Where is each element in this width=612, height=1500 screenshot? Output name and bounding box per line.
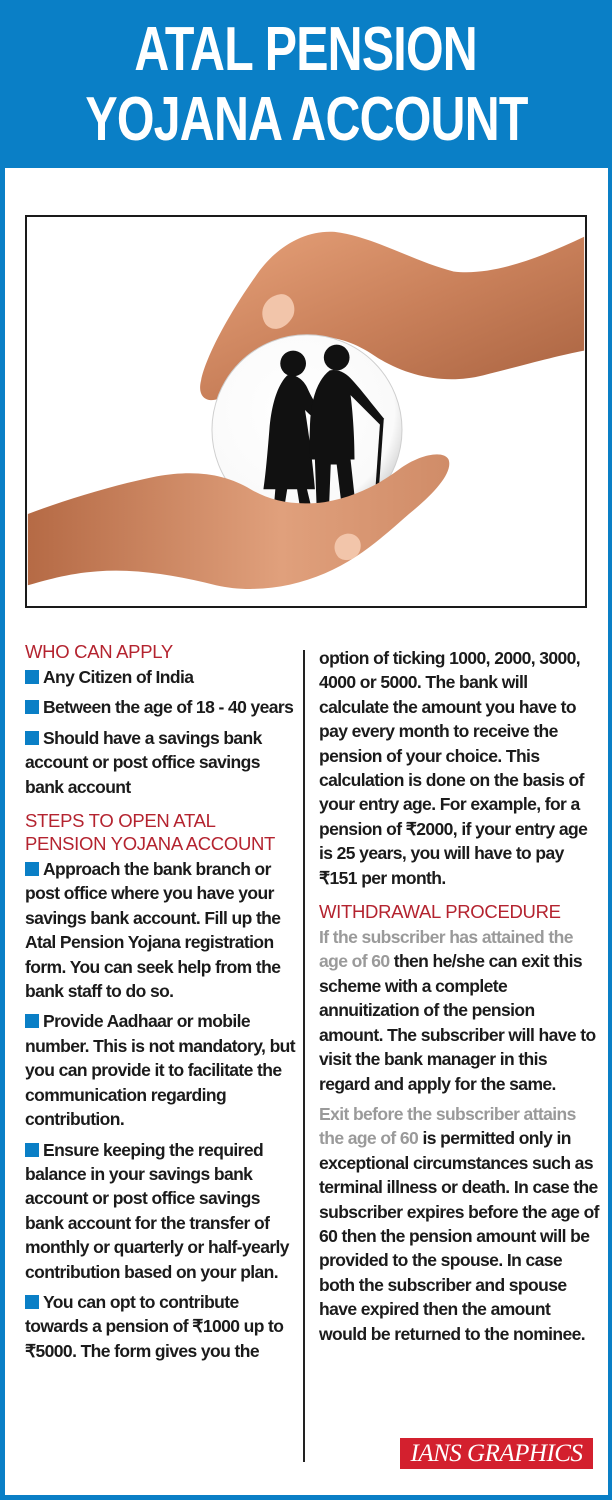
- steps-heading: STEPS TO OPEN ATAL PENSION YOJANA ACCOUNT: [25, 810, 276, 855]
- withdrawal-heading: WITHDRAWAL PROCEDURE: [319, 901, 561, 923]
- ians-graphics-credit: IANS GRAPHICS: [400, 1438, 593, 1469]
- highlight-text: If the subscriber has attained the age of 60: [319, 927, 573, 972]
- bullet-square-icon: [25, 670, 39, 684]
- bullet-square-icon: [25, 731, 39, 745]
- list-item: Any Citizen of India: [25, 665, 295, 689]
- bullet-square-icon: [25, 1143, 39, 1157]
- elderly-couple-icon: [27, 217, 585, 606]
- title-line-1: ATAL PENSION: [134, 15, 478, 84]
- who-can-apply-heading: WHO CAN APPLY: [25, 641, 173, 662]
- bullet-square-icon: [25, 1014, 39, 1028]
- bullet-square-icon: [25, 862, 39, 876]
- withdrawal-paragraph-2: Exit before the subscriber attains the age of 60 is permitted only in exceptional circumstances such as terminal illness or death. In case the subscriber expires before the age of 60 then the pension amount will be provided to the spouse. In case both the subscriber and spouse have expired then the amount would be returned to the nominee.: [319, 1103, 599, 1344]
- bullet-square-icon: [25, 1295, 39, 1309]
- list-item-continued: option of ticking 1000, 2000, 3000, 4000 or 5000. The bank will calculate the amount you have to pay every month to receive the pension of your choice. This calculation is done on the basis of your entry age. For example, for a pension of ₹2000, if your entry age is 25 years, you will have to pay ₹151 per month.: [319, 648, 588, 888]
- list-item: Approach the bank branch or post office where you have your savings bank account. Fill up the Atal Pension Yojana registration form. You can seek help from the bank staff to do so.: [25, 859, 281, 1002]
- hands-illustration: [25, 215, 587, 608]
- title-line-2: YOJANA ACCOUNT: [84, 85, 528, 154]
- left-column: [25, 640, 295, 1369]
- list-item: Ensure keeping the required balance in your savings bank account or post office savings bank account for the transfer of monthly or quarterly or half-yearly contribution based on your plan.: [25, 1139, 289, 1282]
- content-panel: [5, 168, 608, 1495]
- highlight-text: Exit before the subscriber attains the age of 60: [319, 1103, 576, 1149]
- right-column: [319, 646, 601, 1352]
- column-divider: [303, 650, 305, 1462]
- withdrawal-paragraph-1: If the subscriber has attained the age of 60 then he/she can exit this scheme with a complete annuitization of the pension amount. The subscriber will have to visit the bank manager in this regard and apply for the same.: [319, 927, 596, 1094]
- list-item: Should have a savings bank account or post office savings bank account: [25, 727, 262, 797]
- list-item: Between the age of 18 - 40 years: [25, 695, 295, 719]
- header-banner: [0, 0, 612, 168]
- bullet-square-icon: [25, 700, 39, 714]
- list-item: Provide Aadhaar or mobile number. This is not mandatory, but you can provide it to facilitate the communication regarding contribution.: [25, 1011, 295, 1130]
- list-item: You can opt to contribute towards a pension of ₹1000 up to ₹5000. The form gives you the: [25, 1291, 284, 1361]
